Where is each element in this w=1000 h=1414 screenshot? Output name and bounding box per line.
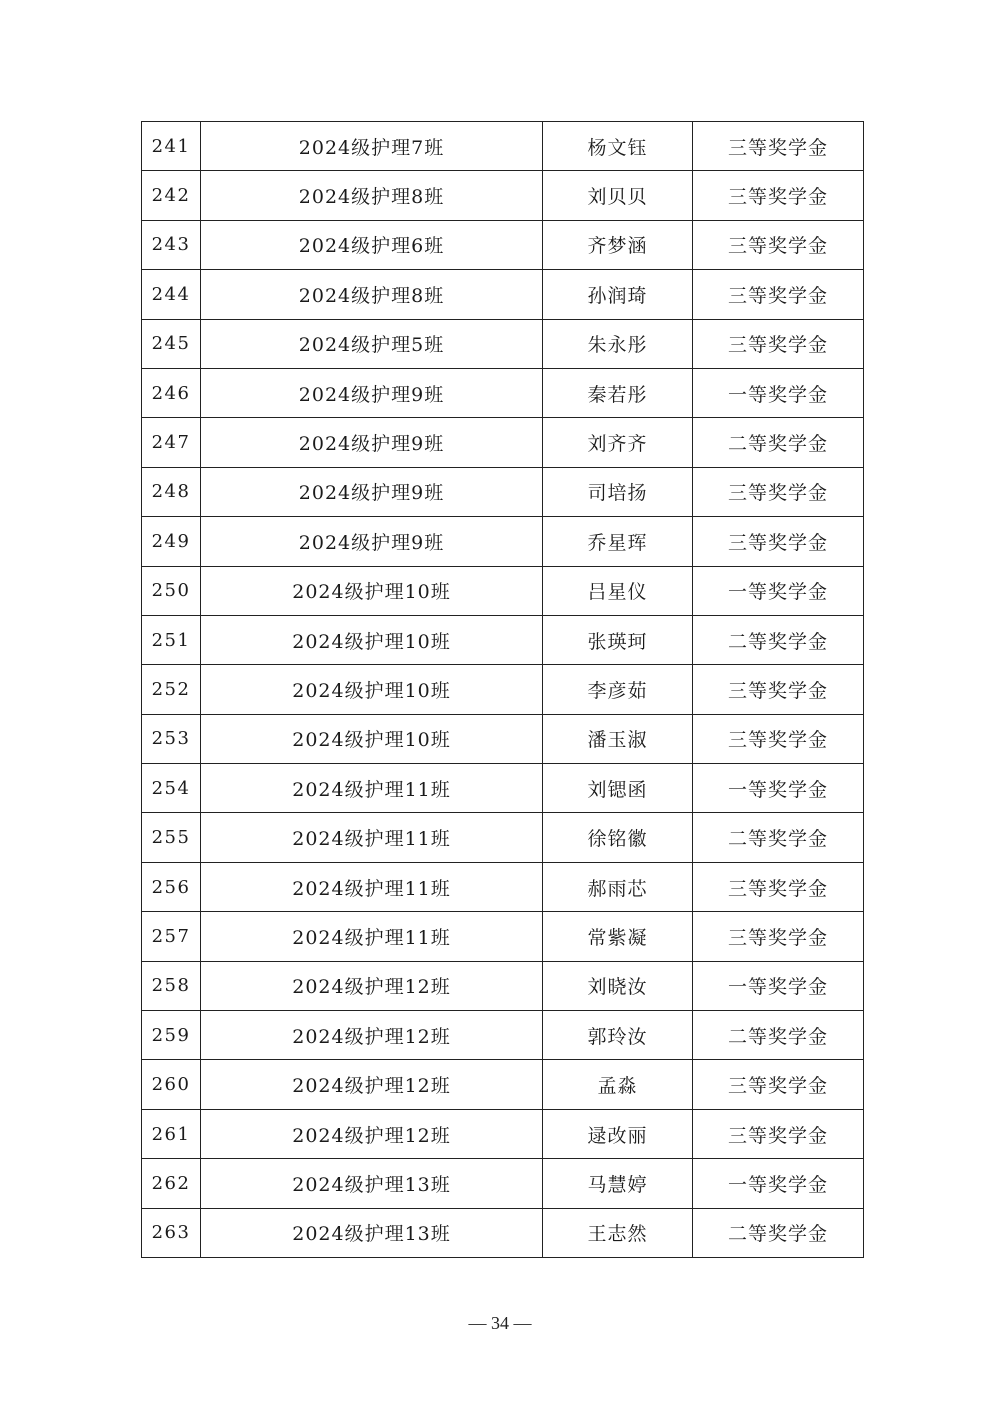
table-row — [142, 1208, 864, 1257]
award-cell: 三等奖学金 — [693, 171, 864, 220]
table-row — [142, 1159, 864, 1208]
row-number-cell: 261 — [142, 1109, 201, 1158]
class-cell: 2024级护理10班 — [201, 566, 543, 615]
student-name-cell: 刘贝贝 — [543, 171, 693, 220]
student-name-cell: 孙润琦 — [543, 270, 693, 319]
table-row — [142, 764, 864, 813]
table-body — [142, 122, 864, 1258]
award-cell: 二等奖学金 — [693, 813, 864, 862]
award-cell: 一等奖学金 — [693, 1159, 864, 1208]
row-number-cell: 253 — [142, 714, 201, 763]
class-cell: 2024级护理10班 — [201, 615, 543, 664]
page-number: — 34 — — [468, 1313, 532, 1333]
award-cell: 三等奖学金 — [693, 1109, 864, 1158]
table-row — [142, 517, 864, 566]
award-cell: 一等奖学金 — [693, 566, 864, 615]
class-cell: 2024级护理13班 — [201, 1208, 543, 1257]
class-cell: 2024级护理11班 — [201, 813, 543, 862]
class-cell: 2024级护理12班 — [201, 1060, 543, 1109]
award-cell: 三等奖学金 — [693, 912, 864, 961]
table-row — [142, 270, 864, 319]
table-row — [142, 171, 864, 220]
table-row — [142, 418, 864, 467]
class-cell: 2024级护理11班 — [201, 764, 543, 813]
student-name-cell: 刘锶函 — [543, 764, 693, 813]
class-cell: 2024级护理9班 — [201, 418, 543, 467]
award-cell: 一等奖学金 — [693, 961, 864, 1010]
row-number-cell: 263 — [142, 1208, 201, 1257]
student-name-cell: 刘齐齐 — [543, 418, 693, 467]
table-row — [142, 813, 864, 862]
row-number-cell: 245 — [142, 319, 201, 368]
award-cell: 三等奖学金 — [693, 1060, 864, 1109]
student-name-cell: 郝雨芯 — [543, 862, 693, 911]
student-name-cell: 徐铭徽 — [543, 813, 693, 862]
student-name-cell: 孟淼 — [543, 1060, 693, 1109]
award-cell: 三等奖学金 — [693, 467, 864, 516]
student-name-cell: 常紫凝 — [543, 912, 693, 961]
row-number-cell: 248 — [142, 467, 201, 516]
table-row — [142, 912, 864, 961]
class-cell: 2024级护理12班 — [201, 961, 543, 1010]
class-cell: 2024级护理13班 — [201, 1159, 543, 1208]
award-cell: 三等奖学金 — [693, 319, 864, 368]
row-number-cell: 258 — [142, 961, 201, 1010]
student-name-cell: 吕星仪 — [543, 566, 693, 615]
award-cell: 二等奖学金 — [693, 615, 864, 664]
class-cell: 2024级护理10班 — [201, 714, 543, 763]
award-cell: 一等奖学金 — [693, 764, 864, 813]
row-number-cell: 262 — [142, 1159, 201, 1208]
student-name-cell: 郭玲汝 — [543, 1011, 693, 1060]
row-number-cell: 252 — [142, 665, 201, 714]
class-cell: 2024级护理12班 — [201, 1109, 543, 1158]
row-number-cell: 255 — [142, 813, 201, 862]
table-row — [142, 1011, 864, 1060]
class-cell: 2024级护理11班 — [201, 912, 543, 961]
row-number-cell: 257 — [142, 912, 201, 961]
table-row — [142, 467, 864, 516]
student-name-cell: 朱永彤 — [543, 319, 693, 368]
student-name-cell: 司培扬 — [543, 467, 693, 516]
row-number-cell: 256 — [142, 862, 201, 911]
award-cell: 二等奖学金 — [693, 1208, 864, 1257]
award-cell: 三等奖学金 — [693, 270, 864, 319]
table-row — [142, 319, 864, 368]
table-row — [142, 220, 864, 269]
table-row — [142, 665, 864, 714]
award-cell: 三等奖学金 — [693, 122, 864, 171]
row-number-cell: 260 — [142, 1060, 201, 1109]
class-cell: 2024级护理7班 — [201, 122, 543, 171]
award-cell: 二等奖学金 — [693, 1011, 864, 1060]
class-cell: 2024级护理11班 — [201, 862, 543, 911]
class-cell: 2024级护理5班 — [201, 319, 543, 368]
award-cell: 三等奖学金 — [693, 220, 864, 269]
student-name-cell: 乔星珲 — [543, 517, 693, 566]
class-cell: 2024级护理8班 — [201, 270, 543, 319]
row-number-cell: 247 — [142, 418, 201, 467]
table-row — [142, 615, 864, 664]
row-number-cell: 251 — [142, 615, 201, 664]
row-number-cell: 243 — [142, 220, 201, 269]
class-cell: 2024级护理9班 — [201, 368, 543, 417]
award-cell: 三等奖学金 — [693, 517, 864, 566]
table-row — [142, 566, 864, 615]
student-name-cell: 刘晓汝 — [543, 961, 693, 1010]
table-row — [142, 1109, 864, 1158]
row-number-cell: 242 — [142, 171, 201, 220]
student-name-cell: 逯改丽 — [543, 1109, 693, 1158]
class-cell: 2024级护理9班 — [201, 517, 543, 566]
class-cell: 2024级护理6班 — [201, 220, 543, 269]
scholarship-table — [141, 121, 864, 1258]
table-row — [142, 961, 864, 1010]
award-cell: 二等奖学金 — [693, 418, 864, 467]
row-number-cell: 241 — [142, 122, 201, 171]
award-cell: 一等奖学金 — [693, 368, 864, 417]
student-name-cell: 张瑛珂 — [543, 615, 693, 664]
row-number-cell: 250 — [142, 566, 201, 615]
student-name-cell: 杨文钰 — [543, 122, 693, 171]
row-number-cell: 244 — [142, 270, 201, 319]
student-name-cell: 马慧婷 — [543, 1159, 693, 1208]
class-cell: 2024级护理12班 — [201, 1011, 543, 1060]
class-cell: 2024级护理8班 — [201, 171, 543, 220]
table-row — [142, 122, 864, 171]
table-row — [142, 1060, 864, 1109]
award-cell: 三等奖学金 — [693, 665, 864, 714]
award-cell: 三等奖学金 — [693, 862, 864, 911]
table-row — [142, 368, 864, 417]
student-name-cell: 潘玉淑 — [543, 714, 693, 763]
class-cell: 2024级护理9班 — [201, 467, 543, 516]
table-row — [142, 714, 864, 763]
student-name-cell: 齐梦涵 — [543, 220, 693, 269]
table-row — [142, 862, 864, 911]
class-cell: 2024级护理10班 — [201, 665, 543, 714]
student-name-cell: 李彦茹 — [543, 665, 693, 714]
student-name-cell: 王志然 — [543, 1208, 693, 1257]
award-cell: 三等奖学金 — [693, 714, 864, 763]
student-name-cell: 秦若彤 — [543, 368, 693, 417]
row-number-cell: 259 — [142, 1011, 201, 1060]
row-number-cell: 254 — [142, 764, 201, 813]
row-number-cell: 246 — [142, 368, 201, 417]
row-number-cell: 249 — [142, 517, 201, 566]
